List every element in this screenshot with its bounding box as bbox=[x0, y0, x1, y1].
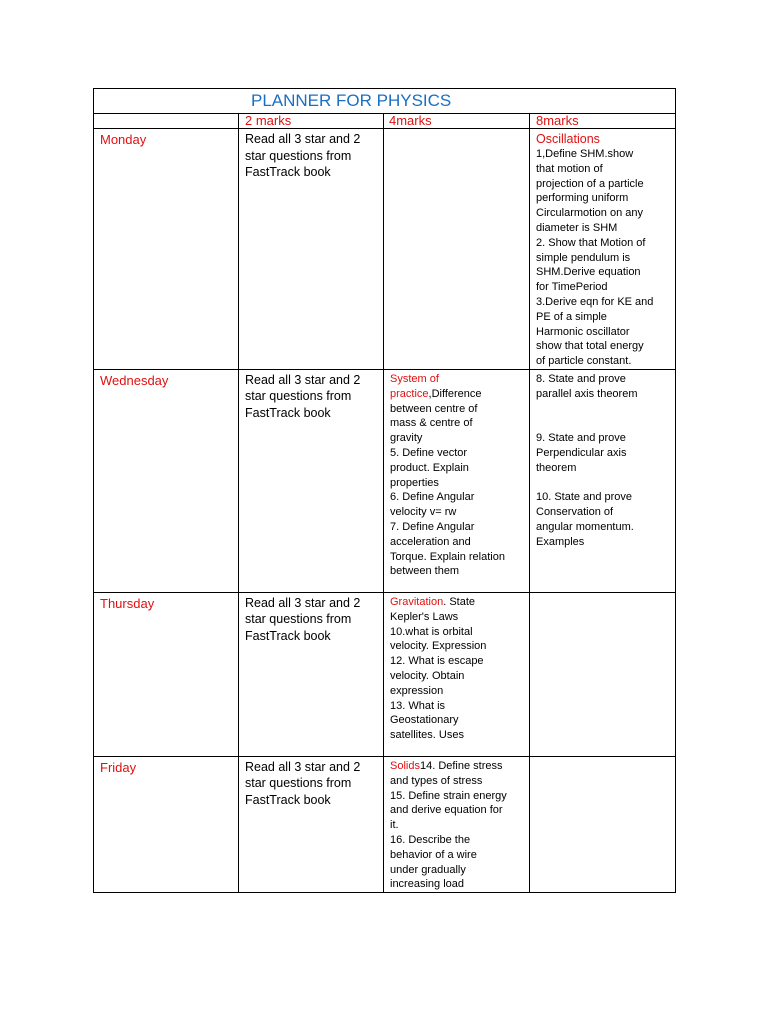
topic-line bbox=[390, 387, 525, 402]
topic-line bbox=[390, 595, 525, 610]
topic-rest: . State bbox=[443, 595, 475, 608]
header-empty-cell bbox=[94, 114, 239, 129]
question-line: performing uniform bbox=[536, 192, 629, 205]
table-row-friday bbox=[94, 756, 676, 892]
two-marks-cell bbox=[239, 369, 384, 592]
question-line: acceleration and bbox=[390, 535, 471, 548]
topic-line bbox=[390, 759, 525, 774]
day-cell bbox=[94, 369, 239, 592]
question-line: between them bbox=[390, 565, 460, 578]
day-label: Monday bbox=[100, 132, 147, 147]
question-line: 9. State and prove bbox=[536, 432, 626, 445]
question-line: velocity. Expression bbox=[390, 640, 487, 653]
question-line: Circularmotion on any bbox=[536, 207, 643, 220]
header-4marks: 4marks bbox=[389, 113, 432, 128]
question-line: 12. What is escape bbox=[390, 655, 484, 668]
header-cell-4marks bbox=[384, 114, 530, 129]
table-row-thursday bbox=[94, 592, 676, 756]
question-line: of particle constant. bbox=[536, 355, 632, 368]
table-row-wednesday bbox=[94, 369, 676, 592]
two-marks-text: Read all 3 star and 2 star questions from FastTrack book bbox=[245, 759, 361, 807]
topic-label: Gravitation bbox=[390, 595, 444, 608]
question-line: Geostationary bbox=[390, 714, 459, 727]
topic-rest: ,Difference bbox=[428, 387, 482, 400]
four-marks-cell bbox=[384, 369, 530, 592]
question-line: projection of a particle bbox=[536, 177, 644, 190]
question-line: product. Explain bbox=[390, 461, 469, 474]
question-line: and derive equation for bbox=[390, 804, 503, 817]
question-line: Examples bbox=[536, 535, 585, 548]
four-marks-content bbox=[384, 757, 529, 892]
eight-marks-cell bbox=[530, 369, 676, 592]
topic-label: System of bbox=[390, 372, 439, 385]
spacer bbox=[536, 476, 671, 491]
question-line: angular momentum. bbox=[536, 520, 634, 533]
topic-label: practice bbox=[390, 387, 429, 400]
day-cell bbox=[94, 592, 239, 756]
question-line: behavior of a wire bbox=[390, 848, 477, 861]
question-line: Harmonic oscillator bbox=[536, 325, 630, 338]
four-marks-cell bbox=[384, 129, 530, 370]
question-line: 7. Define Angular bbox=[390, 520, 475, 533]
header-row bbox=[94, 114, 676, 129]
question-line: 2. Show that Motion of bbox=[536, 236, 646, 249]
question-line: 15. Define strain energy bbox=[390, 789, 507, 802]
question-line: under gradually bbox=[390, 863, 466, 876]
question-line: 1,Define SHM.show bbox=[536, 148, 634, 160]
header-2marks: 2 marks bbox=[245, 113, 292, 128]
question-line: 6. Define Angular bbox=[390, 491, 475, 504]
day-label: Friday bbox=[100, 759, 137, 775]
header-cell-2marks bbox=[239, 114, 384, 129]
title-row bbox=[94, 89, 676, 114]
question-line: that motion of bbox=[536, 162, 603, 175]
question-line: 5. Define vector bbox=[390, 446, 468, 459]
day-label: Wednesday bbox=[100, 372, 169, 388]
question-line: between centre of bbox=[390, 402, 478, 415]
spacer bbox=[536, 416, 671, 431]
question-line: 8. State and prove bbox=[536, 372, 626, 385]
question-line: PE of a simple bbox=[536, 310, 607, 323]
question-line: velocity v= rw bbox=[390, 506, 457, 519]
question-line: it. bbox=[390, 819, 399, 832]
four-marks-content bbox=[384, 593, 529, 743]
header-8marks: 8marks bbox=[536, 113, 579, 128]
two-marks-text: Read all 3 star and 2 star questions from FastTrack book bbox=[245, 372, 361, 420]
topic-line bbox=[390, 372, 525, 387]
question-line: 10.what is orbital bbox=[390, 625, 473, 638]
question-line: Kepler's Laws bbox=[390, 610, 459, 623]
question-line: satellites. Uses bbox=[390, 729, 464, 742]
question-line: 10. State and prove bbox=[536, 491, 633, 504]
two-marks-cell bbox=[239, 129, 384, 370]
topic-rest: 14. Define stress bbox=[419, 759, 503, 772]
question-line: increasing load bbox=[390, 878, 464, 891]
question-line: Perpendicular axis bbox=[536, 446, 627, 459]
day-cell bbox=[94, 756, 239, 892]
title-cell bbox=[94, 89, 676, 114]
question-line: 13. What is bbox=[390, 699, 446, 712]
day-label: Thursday bbox=[100, 595, 155, 611]
question-line: Conservation of bbox=[536, 506, 614, 519]
header-cell-8marks bbox=[530, 114, 676, 129]
question-line: mass & centre of bbox=[390, 417, 473, 430]
question-line: parallel axis theorem bbox=[536, 387, 638, 400]
two-marks-text: Read all 3 star and 2 star questions from FastTrack book bbox=[245, 132, 361, 179]
table-row-monday bbox=[94, 129, 676, 370]
question-line: diameter is SHM bbox=[536, 221, 618, 234]
two-marks-cell bbox=[239, 756, 384, 892]
question-line: properties bbox=[390, 476, 439, 489]
question-line: simple pendulum is bbox=[536, 251, 631, 264]
four-marks-cell bbox=[384, 592, 530, 756]
question-line: for TimePeriod bbox=[536, 281, 608, 294]
question-line: 16. Describe the bbox=[390, 833, 471, 846]
four-marks-content bbox=[384, 370, 529, 579]
question-line: 3.Derive eqn for KE and bbox=[536, 295, 654, 308]
planner-table bbox=[93, 88, 676, 893]
question-line: theorem bbox=[536, 461, 577, 474]
page-title: PLANNER FOR PHYSICS bbox=[251, 91, 452, 110]
two-marks-cell bbox=[239, 592, 384, 756]
question-line: show that total energy bbox=[536, 340, 644, 353]
question-line: Torque. Explain relation bbox=[390, 550, 505, 563]
question-line: velocity. Obtain bbox=[390, 669, 465, 682]
day-cell bbox=[94, 129, 239, 370]
topic-label: Oscillations bbox=[536, 132, 600, 146]
question-line: and types of stress bbox=[390, 774, 483, 787]
eight-marks-content bbox=[530, 129, 675, 369]
question-line: expression bbox=[390, 684, 444, 697]
eight-marks-content bbox=[530, 370, 675, 550]
eight-marks-cell bbox=[530, 756, 676, 892]
question-line: gravity bbox=[390, 432, 423, 445]
spacer bbox=[536, 402, 671, 417]
eight-marks-cell bbox=[530, 592, 676, 756]
eight-marks-cell bbox=[530, 129, 676, 370]
question-line: SHM.Derive equation bbox=[536, 266, 641, 279]
two-marks-text: Read all 3 star and 2 star questions from FastTrack book bbox=[245, 595, 361, 643]
four-marks-cell bbox=[384, 756, 530, 892]
topic-label: Solids bbox=[390, 759, 420, 772]
